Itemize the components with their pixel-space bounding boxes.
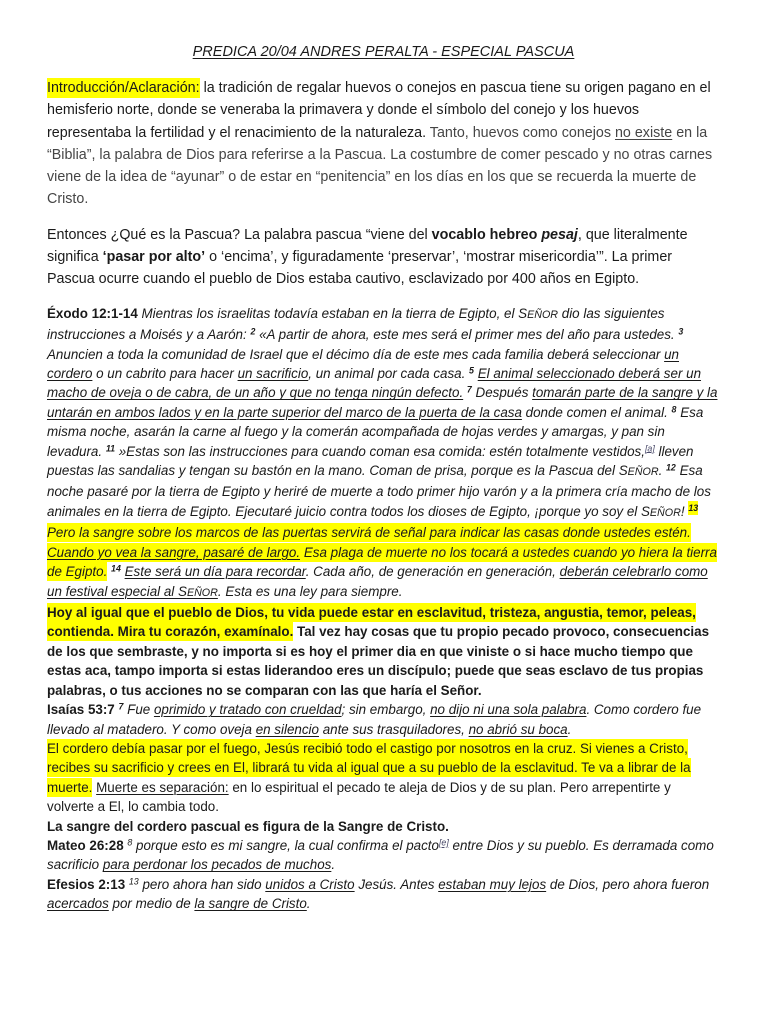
- text-run: Después: [471, 385, 533, 401]
- underlined-text: un sacrificio: [237, 365, 309, 381]
- text-run: . Como cordero fue llevado al matadero. Y como oveja: [47, 702, 702, 737]
- mateo-passage: [47, 836, 720, 875]
- efesios-passage: [47, 875, 720, 914]
- verse-number: 11: [105, 443, 115, 454]
- scripture-reference: Efesios 2:13: [47, 876, 126, 892]
- verse-number: 7: [118, 701, 124, 712]
- isaias-passage: [47, 700, 720, 739]
- text-run: ; sin embargo,: [341, 702, 431, 718]
- small-caps-text: EÑOR: [186, 586, 218, 599]
- underlined-text: El animal seleccionado deberá ser un macho de oveja o de cabra, de un año y que no tenga ningún defecto.: [47, 365, 702, 401]
- text-run: »Estas son las instrucciones para cuando coman esa comida: estén totalmente vestidos,: [114, 443, 645, 459]
- text-run: en la “Biblia”, la palabra de Dios para referirse a la Pascua. La costumbre de comer pescado y no otras carnes viene de la idea de “ayunar” o de estar en “penitencia” en los días en los que se recuerda la muerte de Cristo.: [47, 124, 713, 208]
- underlined-text: deberán celebrarlo como un festival especial al S: [47, 564, 708, 599]
- text-run: Esa noche pasaré por la tierra de Egipto y heriré de muerte a todo primer hijo varón y a la primera cría macho de los animales en la tierra de Egipto. Ejecutaré juicio contra todos los dioses de Egipto, ¡porque yo soy el S: [47, 463, 711, 519]
- text-run: donde comen el animal.: [521, 404, 672, 420]
- underlined-text: estaban muy lejos: [438, 876, 547, 892]
- underlined-text: un cordero: [47, 346, 679, 381]
- highlighted-text: Hoy al igual que el pueblo de Dios, tu vida puede estar en esclavitud, tristeza, angustia, temor, peleas, contienda. Mira tu corazón, examínalo.: [47, 605, 696, 640]
- text-run: «A partir de ahora, este mes será el primer mes del año para ustedes.: [255, 327, 679, 343]
- underlined-text: oprimido y tratado con crueldad: [153, 702, 342, 718]
- pascua-definition-paragraph: [47, 224, 720, 291]
- small-caps-text: EÑOR: [527, 308, 559, 321]
- underlined-text: Este será un día para recordar: [124, 564, 306, 580]
- highlighted-text: Pero la sangre sobre los marcos de las puertas servirá de señal para indicar las casas donde ustedes estén.: [47, 525, 691, 541]
- text-run: Entonces ¿Qué es la Pascua? La palabra pascua “viene del: [47, 226, 432, 243]
- text-run: dio las siguientes instrucciones a Moisés y a Aarón:: [47, 305, 665, 343]
- small-caps-text: EÑOR: [649, 506, 681, 519]
- exodo-passage: [47, 304, 720, 603]
- underlined-text: Muerte es separación:: [96, 779, 229, 795]
- text-run: lleven puestas las sandalias y tengan su bastón en la mano. Coman de prisa, porque es la Pascua del S: [47, 443, 694, 479]
- text-run: entre Dios y su pueblo. Es derramada como sacrificio: [47, 838, 714, 873]
- underlined-text: unidos a Cristo: [265, 876, 355, 892]
- text-run: la tradición de regalar huevos o conejos en pascua tiene su origen pagano en el hemisferio norte, donde se veneraba la primavera y donde el símbolo del conejo y los huevos representaba la fertilidad y el renacimiento de la naturaleza.: [47, 80, 711, 141]
- text-run: . Cada año, de generación en generación,: [305, 564, 560, 580]
- text-run: o ‘encima’, y figuradamente ‘preservar’, ‘mostrar misericordia’”. La primer Pascua ocurre cuando el pueblo de Dios estaba cautivo, esclavizado por 400 años en Egipto.: [47, 249, 673, 288]
- text-run: , un animal por cada casa.: [308, 365, 470, 381]
- underlined-text: la sangre de Cristo: [194, 896, 307, 912]
- text-run: de Dios, pero ahora fueron: [546, 876, 710, 892]
- text-run: .: [306, 896, 311, 912]
- text-run: pero ahora han sido: [138, 876, 266, 892]
- text-run: o un cabrito para hacer: [92, 365, 238, 381]
- text-run: . Esta es una ley para siempre.: [217, 583, 403, 599]
- verse-number: 2: [250, 326, 256, 337]
- sangre-statement: [47, 817, 720, 836]
- underlined-text: en silencio: [255, 721, 319, 737]
- verse-number: 8: [671, 404, 677, 415]
- text-run: Esa misma noche, asarán la carne al fuego y la comerán acompañada de hojas verdes y amargas, y pan sin levadura.: [47, 404, 704, 459]
- underlined-text: no existe: [614, 124, 673, 141]
- verse-number: 5: [469, 365, 474, 376]
- underlined-text: acercados: [47, 896, 109, 912]
- text-run: Mientras los israelitas todavía estaban en la tierra de Egipto, el S: [137, 305, 528, 321]
- text-run: ante sus trasquiladores,: [318, 721, 469, 737]
- verse-number: 7: [466, 384, 472, 395]
- intro-paragraph: [47, 77, 720, 211]
- text-run: Jesús. Antes: [354, 876, 439, 892]
- highlighted-text: El cordero debía pasar por el fuego, Jesús recibió todo el castigo por nosotros en la cruz. Si vienes a Cristo, recibes su sacrificio y crees en El, librará tu vida al igual que a su pueblo de la esclavitud. Te va a librar de la muerte.: [47, 740, 691, 795]
- bold-text: vocablo hebreo: [431, 226, 542, 243]
- scripture-reference: Mateo 26:28: [47, 838, 124, 854]
- scripture-reference: Éxodo 12:1-14: [47, 305, 138, 321]
- text-run: , que literalmente significa: [47, 226, 688, 266]
- underlined-text: para perdonar los pecados de muchos: [102, 857, 332, 873]
- text-run: .: [331, 857, 336, 873]
- verse-number: 12: [666, 462, 676, 473]
- highlighted-text: Cuando yo vea la sangre, pasaré de largo.: [47, 544, 301, 560]
- highlighted-text: Esa plaga de muerte no los tocará a ustedes cuando yo hiera la tierra de Egipto.: [47, 544, 717, 580]
- footnote-link[interactable]: [e]: [438, 837, 449, 848]
- verse-number: 8: [127, 837, 133, 848]
- text-run: porque esto es mi sangre, la cual confirma el pacto: [132, 838, 439, 854]
- cordero-paragraph: [47, 739, 720, 817]
- text-run: .: [658, 463, 667, 479]
- verse-number: 14: [111, 563, 121, 574]
- bold-text: ‘pasar por alto’: [102, 249, 206, 266]
- text-run: Anuncien a toda la comunidad de Israel que el décimo día de este mes cada familia deberá seleccionar: [47, 346, 665, 362]
- underlined-text: no dijo ni una sola palabra: [430, 702, 587, 718]
- reflection-paragraph: [47, 603, 720, 700]
- verse-number: 13: [128, 876, 139, 887]
- text-run: por medio de: [108, 896, 195, 912]
- text-run: .: [567, 721, 572, 737]
- highlighted-text: Introducción/Aclaración:: [47, 80, 200, 96]
- underlined-text: no abrió su boca: [468, 721, 568, 737]
- text-run: Fue: [123, 702, 154, 718]
- verse-number: 13: [688, 503, 699, 514]
- bold-text: La sangre del cordero pascual es figura de la Sangre de Cristo.: [47, 818, 449, 834]
- text-run: en lo espiritual el pecado te aleja de Dios y de su plan. Pero arrepentirte y volverte a El, lo cambia todo.: [47, 779, 671, 815]
- scripture-reference: Isaías 53:7: [47, 702, 115, 718]
- document-title: PREDICA 20/04 ANDRES PERALTA - ESPECIAL PASCUA: [192, 44, 575, 60]
- footnote-link[interactable]: [a]: [644, 443, 655, 454]
- small-caps-text: EÑOR: [627, 466, 659, 479]
- bold-text: Tal vez hay cosas que tu propio pecado provoco, consecuencias de los que sembraste, y no importa si es hoy el primer dia en que viniste o si hace mucho tiempo que estas aca, tampo importa si estas liderandoo eres un discípulo; puede que seas esclavo de tus propias palabras, o tus acciones no se comparan con las que haría el Señor.: [47, 624, 710, 698]
- text-run: !: [680, 503, 689, 519]
- verse-number: 3: [678, 326, 684, 337]
- text-run: Tanto, huevos como conejos: [426, 124, 615, 141]
- bold-text: pesaj: [541, 226, 578, 243]
- underlined-text: tomarán parte de la sangre y la untarán en ambos lados y en la parte superior del marco de la puerta de la casa: [47, 385, 718, 420]
